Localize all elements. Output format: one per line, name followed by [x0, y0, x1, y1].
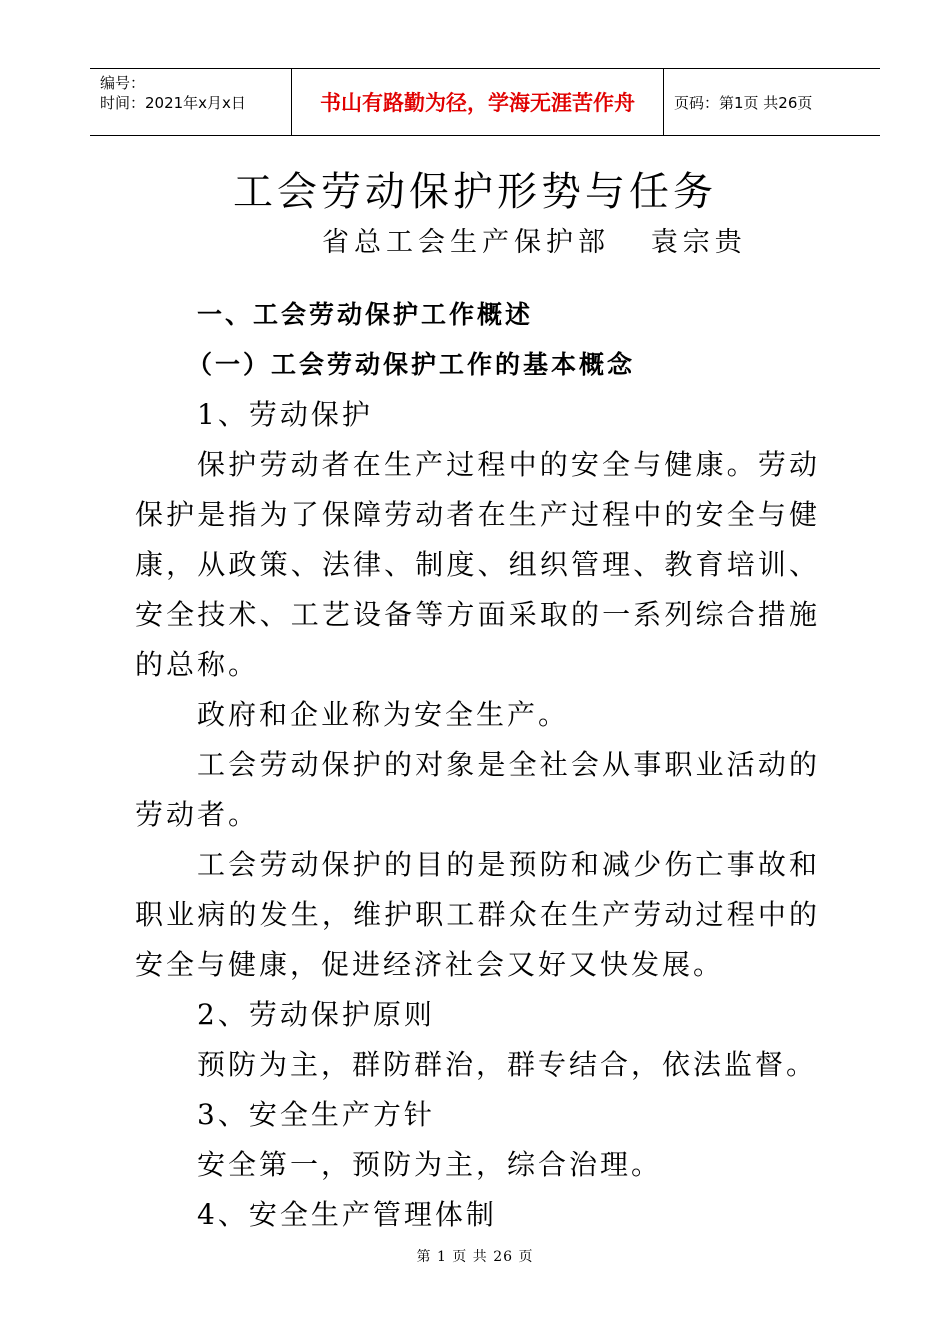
page-header	[90, 68, 880, 136]
document-subtitle: 省总工会生产保护部 袁宗贵	[322, 227, 747, 258]
body-paragraph: 工会劳动保护的对象是全社会从事职业活动的劳动者。	[135, 748, 820, 831]
page-footer: 第 1 页 共 26 页	[416, 1249, 534, 1265]
section-heading: 一、工会劳动保护工作概述	[197, 300, 534, 329]
body-paragraph: 政府和企业称为安全生产。	[197, 698, 570, 731]
body-paragraph: 保护劳动者在生产过程中的安全与健康。劳动保护是指为了保障劳动者在生产过程中的安全与健康，从政策、法律、制度、组织管理、教育培训、安全技术、工艺设备等方面采取的一系列综合措施的总称。	[135, 448, 820, 681]
header-page-info: 页码：第1页 共26页	[674, 93, 813, 112]
time-label: 时间：2021年x月x日	[100, 94, 246, 112]
body-paragraph: 工会劳动保护的目的是预防和减少伤亡事故和职业病的发生，维护职工群众在生产劳动过程中的安全与健康，促进经济社会又好又快发展。	[135, 848, 820, 981]
document-body	[135, 290, 820, 1240]
number-label: 编号：	[100, 74, 146, 92]
body-paragraph: 4、安全生产管理体制	[197, 1198, 497, 1231]
body-paragraph: 1、劳动保护	[197, 398, 373, 431]
header-motto: 书山有路勤为径，学海无涯苦作舟	[292, 69, 664, 135]
body-paragraph: 3、安全生产方针	[197, 1098, 435, 1131]
section-heading: （一）工会劳动保护工作的基本概念	[187, 350, 636, 379]
body-paragraph: 安全第一，预防为主，综合治理。	[197, 1148, 663, 1181]
body-paragraph: 2、劳动保护原则	[197, 998, 435, 1031]
document-title: 工会劳动保护形势与任务	[233, 169, 717, 215]
body-paragraph: 预防为主，群防群治，群专结合，依法监督。	[197, 1048, 818, 1081]
header-meta	[90, 69, 292, 135]
